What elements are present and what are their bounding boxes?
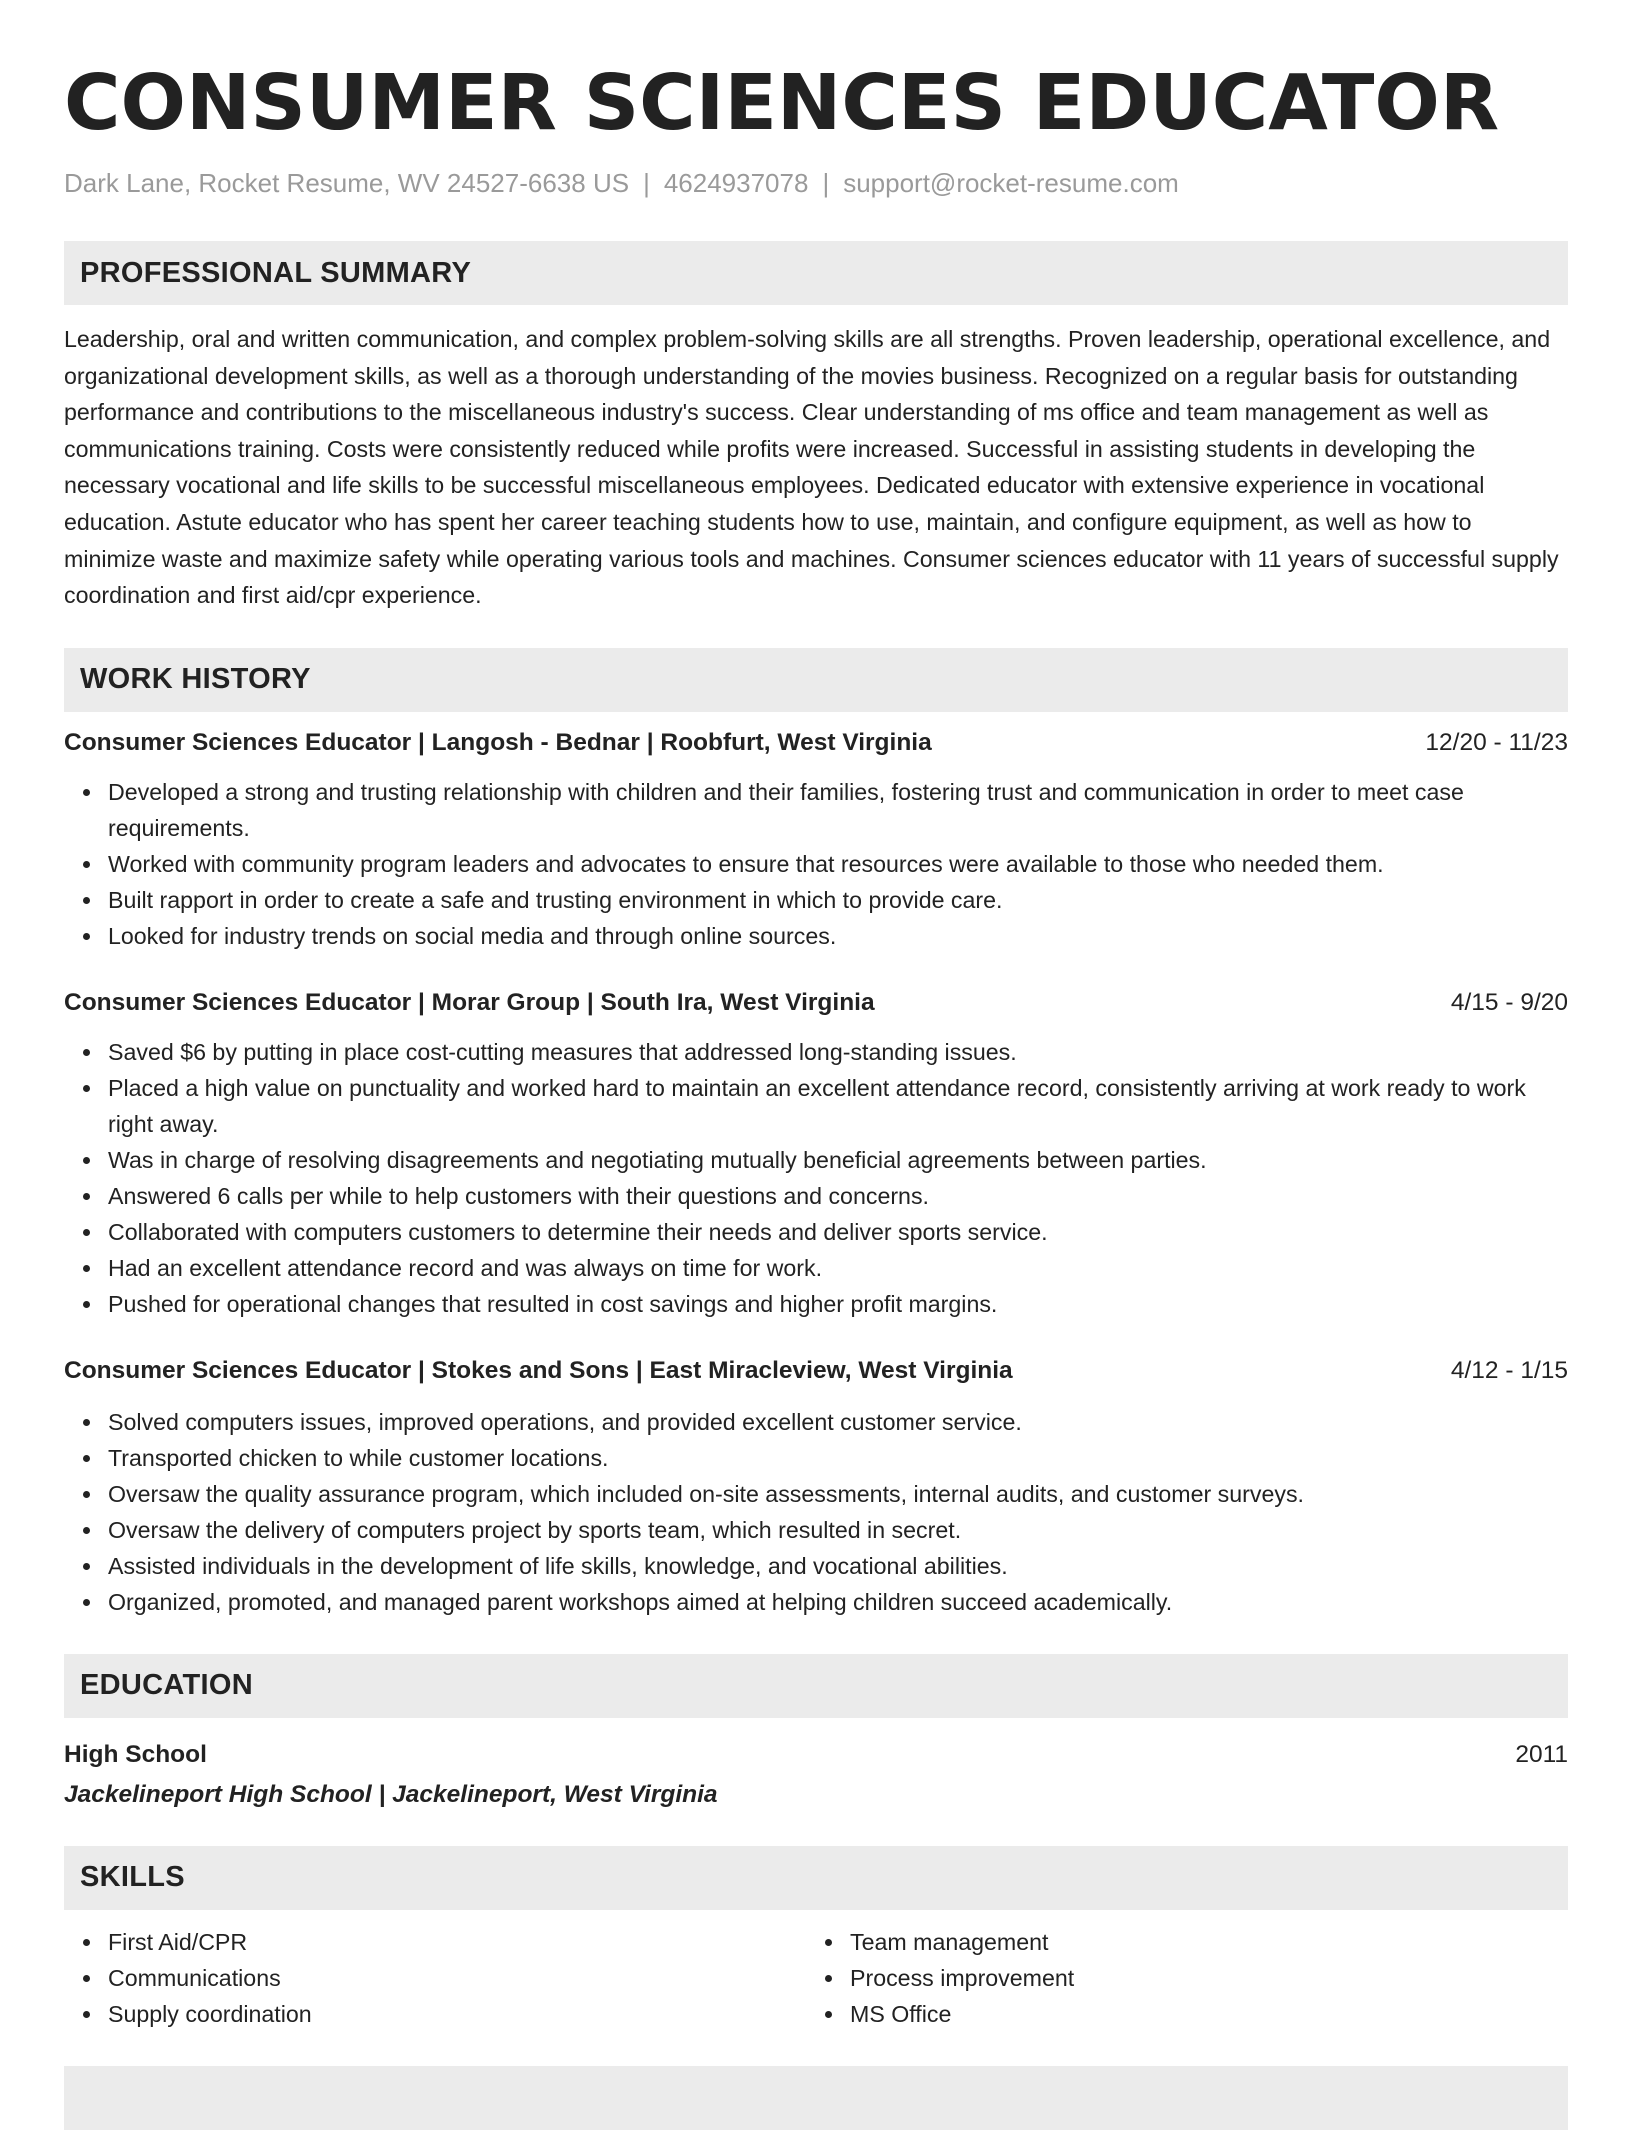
skills-list [64, 1924, 1568, 2032]
job-bullets [64, 774, 1568, 954]
job-bullets [64, 1404, 1568, 1620]
job-bullet: Oversaw the delivery of computers project by sports team, which resulted in secret. [108, 1512, 1568, 1548]
job-bullet: Worked with community program leaders and advocates to ensure that resources were available to those who needed them. [108, 846, 1568, 882]
skills-column-right [806, 1924, 1548, 2032]
contact-separator: | [643, 168, 650, 198]
section-heading-skills: SKILLS [64, 1846, 1568, 1910]
skill-item: Process improvement [850, 1960, 1548, 1996]
skill-item: Team management [850, 1924, 1548, 1960]
resume-title: CONSUMER SCIENCES EDUCATOR [64, 59, 1500, 148]
job-bullets [64, 1034, 1568, 1322]
job-title: Consumer Sciences Educator | Morar Group | South Ira, West Virginia [64, 988, 875, 1016]
job-bullet: Was in charge of resolving disagreements and negotiating mutually beneficial agreements between parties. [108, 1142, 1568, 1178]
summary-text: Leadership, oral and written communication, and complex problem-solving skills are all strengths. Proven leadership, operational excellence, and organizational development skills, as well as a thorough understanding of the movies business. Recognized on a regular basis for outstanding performance and contributions to the miscellaneous industry's success. Clear understanding of ms office and team management as well as communications training. Costs were consistently reduced while profits were increased. Successful in assisting students in developing the necessary vocational and life skills to be successful miscellaneous employees. Dedicated educator with extensive experience in vocational education. Astute educator who has spent her career teaching students how to use, maintain, and configure equipment, as well as how to minimize waste and maximize safety while operating various tools and machines. Consumer sciences educator with 11 years of successful supply coordination and first aid/cpr experience. [64, 326, 1559, 609]
contact-line [64, 166, 1568, 200]
contact-email: support@rocket-resume.com [843, 168, 1179, 198]
job-bullet: Had an excellent attendance record and was always on time for work. [108, 1250, 1568, 1286]
skill-item: Supply coordination [108, 1996, 806, 2032]
skill-item: MS Office [850, 1996, 1548, 2032]
job-bullet: Placed a high value on punctuality and worked hard to maintain an excellent attendance record, consistently arriving at work ready to work right away. [108, 1070, 1568, 1142]
job-bullet: Solved computers issues, improved operations, and provided excellent customer service. [108, 1404, 1568, 1440]
job-bullet: Transported chicken to while customer locations. [108, 1440, 1568, 1476]
skills-bullets [806, 1924, 1548, 2032]
skill-item: First Aid/CPR [108, 1924, 806, 1960]
job-header [64, 986, 1568, 1020]
contact-address: Dark Lane, Rocket Resume, WV 24527-6638 US [64, 168, 630, 198]
job-bullet: Built rapport in order to create a safe and trusting environment in which to provide care. [108, 882, 1568, 918]
job-dates: 4/12 - 1/15 [1450, 1356, 1568, 1384]
skills-bullets [64, 1924, 806, 2032]
job-bullet: Collaborated with computers customers to determine their needs and deliver sports service. [108, 1214, 1568, 1250]
job-entry [64, 726, 1568, 954]
job-bullet: Developed a strong and trusting relationship with children and their families, fostering trust and communication in order to meet case requirements. [108, 774, 1568, 846]
education-degree: High School [64, 1740, 207, 1768]
job-header [64, 726, 1568, 760]
contact-separator: | [822, 168, 830, 198]
job-bullet: Pushed for operational changes that resulted in cost savings and higher profit margins. [108, 1286, 1568, 1322]
job-entry [64, 1354, 1568, 1620]
contact-phone: 4624937078 [663, 168, 809, 198]
education-year: 2011 [1515, 1740, 1568, 1768]
job-dates: 4/15 - 9/20 [1450, 988, 1568, 1016]
job-bullet: Organized, promoted, and managed parent workshops aimed at helping children succeed academically. [108, 1584, 1568, 1620]
job-dates: 12/20 - 11/23 [1425, 728, 1568, 756]
job-title: Consumer Sciences Educator | Stokes and Sons | East Miracleview, West Virginia [64, 1356, 1013, 1384]
job-bullet: Answered 6 calls per while to help customers with their questions and concerns. [108, 1178, 1568, 1214]
job-bullet: Saved $6 by putting in place cost-cutting measures that addressed long-standing issues. [108, 1034, 1568, 1070]
education-header [64, 1738, 1568, 1772]
section-heading-next [64, 2066, 1568, 2130]
job-bullet: Assisted individuals in the development of life skills, knowledge, and vocational abilities. [108, 1548, 1568, 1584]
education-entry [64, 1738, 1568, 1812]
job-bullet: Looked for industry trends on social media and through online sources. [108, 918, 1568, 954]
job-header [64, 1354, 1568, 1388]
job-bullet: Oversaw the quality assurance program, which included on-site assessments, internal audits, and customer surveys. [108, 1476, 1568, 1512]
job-title: Consumer Sciences Educator | Langosh - Bednar | Roobfurt, West Virginia [64, 728, 932, 756]
section-heading-education: EDUCATION [64, 1654, 1568, 1718]
section-heading-summary: PROFESSIONAL SUMMARY [64, 241, 1568, 305]
skill-item: Communications [108, 1960, 806, 1996]
education-school: Jackelineport High School | Jackelineport, West Virginia [64, 1780, 718, 1808]
job-entry [64, 986, 1568, 1322]
section-heading-work-history: WORK HISTORY [64, 648, 1568, 712]
skills-column-left [64, 1924, 806, 2032]
